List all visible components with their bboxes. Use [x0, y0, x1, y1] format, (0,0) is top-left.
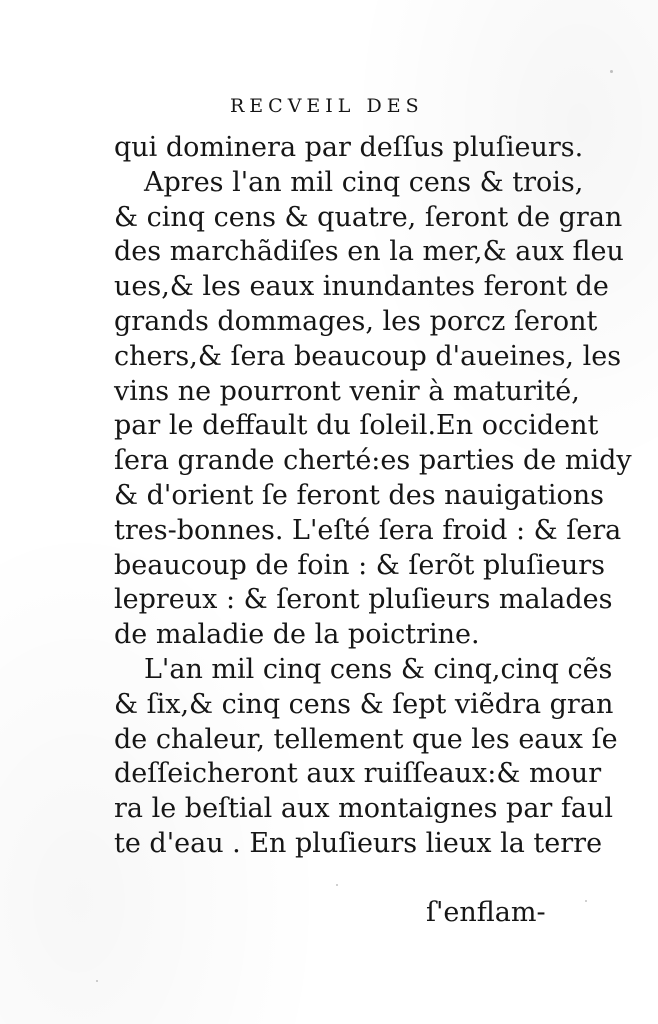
text-line: de chaleur, tellement que les eaux ſe — [114, 723, 618, 755]
text-line: deſſeicheront aux ruiſſeaux:& mour — [114, 758, 602, 790]
text-line: & d'orient ſe feront des nauigations — [114, 479, 605, 511]
ink-speck — [610, 70, 613, 73]
text-line: & ſix,& cinq cens & ſept viẽdra gran — [114, 688, 614, 720]
ink-speck — [96, 980, 98, 982]
text-line: vins ne pourront venir à maturité, — [114, 375, 580, 407]
text-line: ſera grande cherté:es parties de midy — [114, 445, 632, 477]
text-line: te d'eau . En pluſieurs lieux la terre — [114, 827, 603, 859]
text-line: des marchãdiſes en la mer,& aux fleu — [114, 236, 624, 268]
body-text — [114, 131, 632, 862]
text-line: & cinq cens & quatre, ſeront de gran — [114, 201, 623, 233]
text-line: ues,& les eaux inundantes feront de — [114, 271, 609, 303]
text-line: par le deffault du ſoleil.En occident — [114, 410, 599, 442]
text-line: ra le beſtial aux montaignes par faul — [114, 793, 614, 825]
ink-speck — [336, 884, 338, 886]
text-line: Apres l'an mil cinq cens & trois, — [144, 166, 584, 198]
ink-speck — [585, 900, 587, 902]
text-line: beaucoup de foin : & ſerõt pluſieurs — [114, 549, 606, 581]
text-line: grands dommages, les porcz ſeront — [114, 305, 598, 337]
text-line: qui dominera par deſſus pluſieurs. — [114, 132, 584, 163]
text-line: chers,& ſera beaucoup d'aueines, les — [114, 340, 622, 372]
text-line: L'an mil cinq cens & cinq,cinq cẽs — [144, 653, 613, 685]
catchword: ſ'enflam- — [426, 897, 546, 928]
text-line: tres-bonnes. L'eſté ſera froid : & ſera — [114, 514, 622, 546]
text-line: de maladie de la poictrine. — [114, 619, 480, 651]
running-head: RECVEIL DES — [230, 95, 424, 117]
text-line: lepreux : & ſeront pluſieurs malades — [114, 584, 613, 616]
